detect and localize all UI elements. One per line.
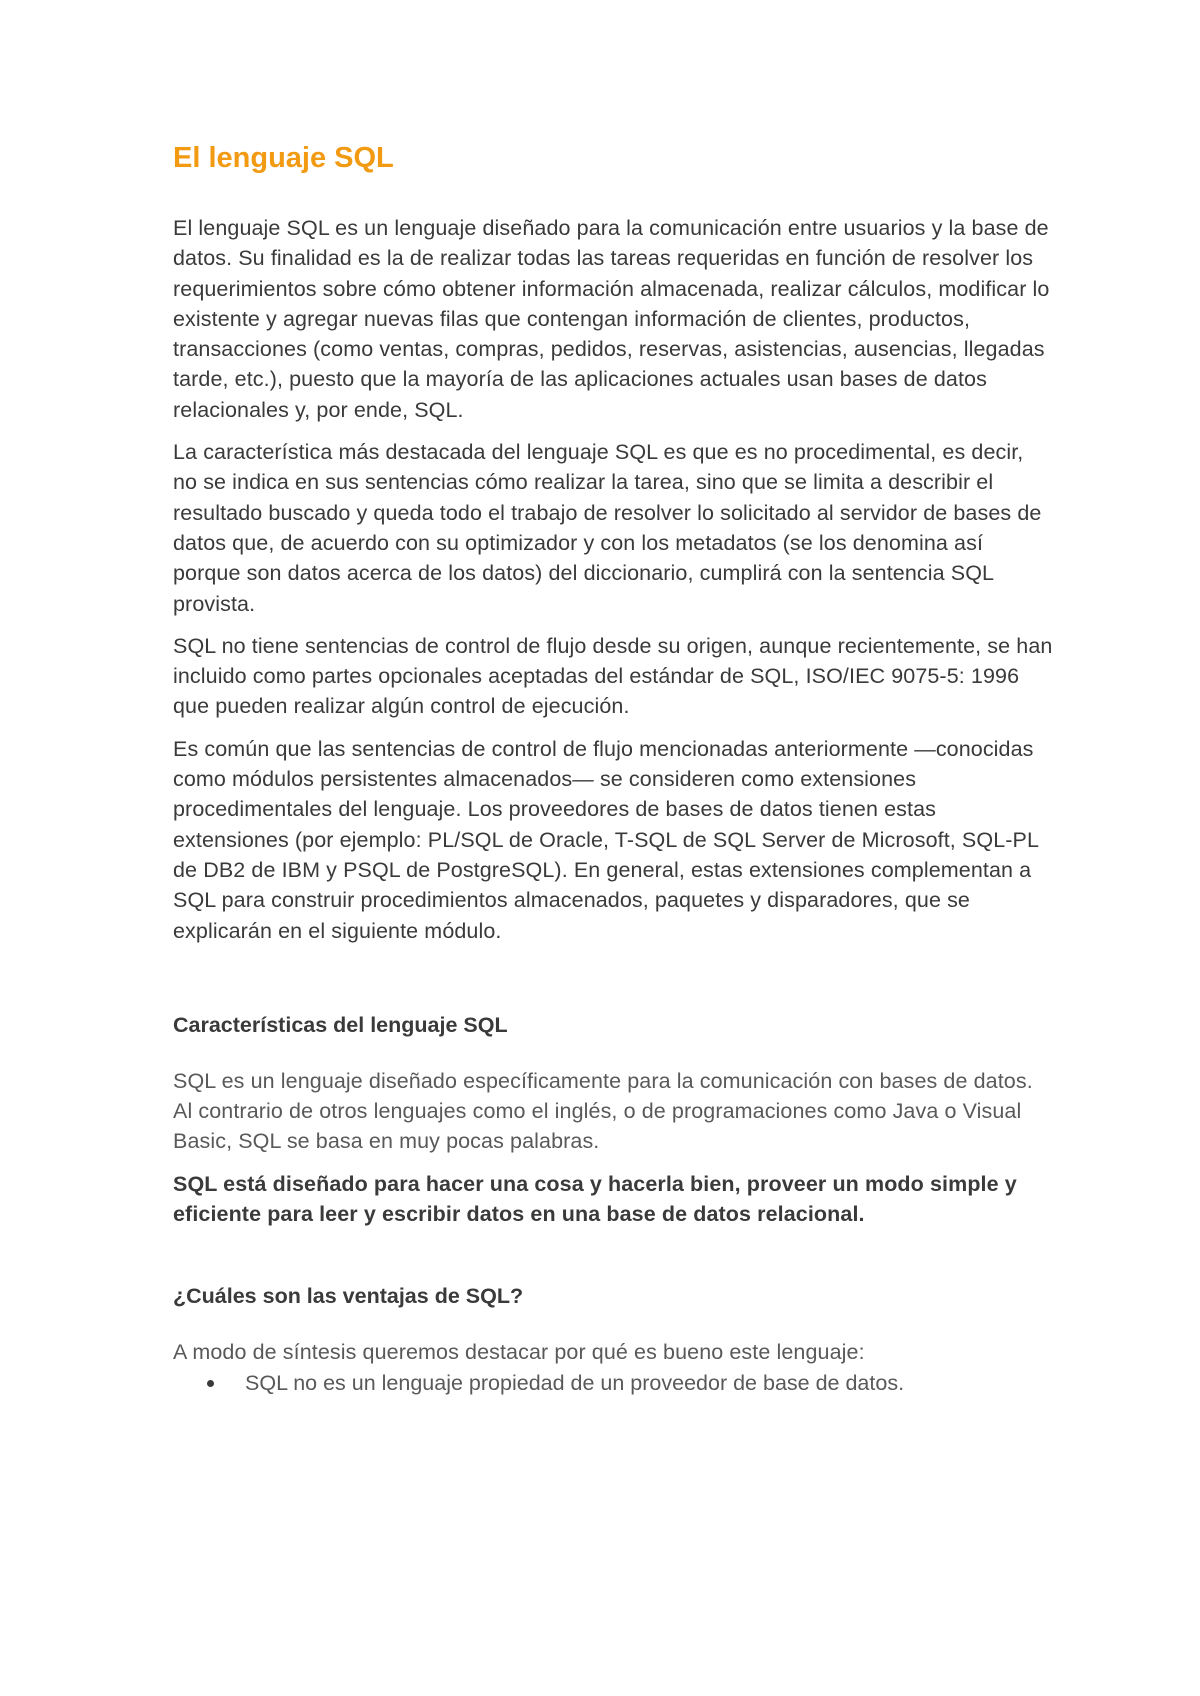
section-spacer xyxy=(173,958,1053,1010)
characteristics-paragraph: SQL es un lenguaje diseñado específicamente para la comunicación con bases de datos. Al contrario de otros lenguajes como el inglés, o de programaciones como Java o Visual Basic, SQL se basa en muy pocas palabras. xyxy=(173,1068,1033,1154)
characteristics-bold-paragraph: SQL está diseñado para hacer una cosa y hacerla bien, proveer un modo simple y eficiente para leer y escribir datos en una base de datos relacional. xyxy=(173,1171,1017,1227)
section-heading-advantages: ¿Cuáles son las ventajas de SQL? xyxy=(173,1284,524,1309)
list-item xyxy=(173,1368,1053,1398)
document-page xyxy=(173,140,1053,1398)
advantages-intro: A modo de síntesis queremos destacar por qué es bueno este lenguaje: xyxy=(173,1340,865,1365)
section-heading-characteristics: Características del lenguaje SQL xyxy=(173,1012,508,1037)
advantages-list xyxy=(173,1368,1053,1398)
section-spacer xyxy=(173,1241,1053,1281)
list-item-text: SQL no es un lenguaje propiedad de un proveedor de base de datos. xyxy=(245,1370,905,1395)
intro-paragraph-1: El lenguaje SQL es un lenguaje diseñado para la comunicación entre usuarios y la base de datos. Su finalidad es la de realizar todas las tareas requeridas en función de resolver los requerimientos sobre cómo obtener información almacenada, realizar cálculos, modificar lo existente y agregar nuevas filas que contengan información de clientes, productos, transacciones (como ventas, compras, pedidos, reservas, asistencias, ausencias, llegadas tarde, etc.), puesto que la mayoría de las aplicaciones actuales usan bases de datos relacionales y, por ende, SQL. xyxy=(173,216,1050,422)
bullet-icon xyxy=(207,1380,214,1387)
intro-paragraph-2: La característica más destacada del lenguaje SQL es que es no procedimental, es decir, no se indica en sus sentencias cómo realizar la tarea, sino que se limita a describir el resultado buscado y queda todo el trabajo de resolver lo solicitado al servidor de bases de datos que, de acuerdo con su optimizador y con los metadatos (se los denomina así porque son datos acerca de los datos) del diccionario, cumplirá con la sentencia SQL provista. xyxy=(173,440,1042,616)
document-title: El lenguaje SQL xyxy=(173,142,394,174)
intro-paragraph-3: SQL no tiene sentencias de control de flujo desde su origen, aunque recientemente, se han incluido como partes opcionales aceptadas del estándar de SQL, ISO/IEC 9075-5: 1996 que pueden realizar algún control de ejecución. xyxy=(173,633,1053,719)
intro-paragraph-4: Es común que las sentencias de control de flujo mencionadas anteriormente —conocidas como módulos persistentes almacenados— se consideren como extensiones procedimentales del lenguaje. Los proveedores de bases de datos tienen estas extensiones (por ejemplo: PL/SQL de Oracle, T-SQL de SQL Server de Microsoft, SQL-PL de DB2 de IBM y PSQL de PostgreSQL). En general, estas extensiones complementan a SQL para construir procedimientos almacenados, paquetes y disparadores, que se explicarán en el siguiente módulo. xyxy=(173,736,1039,943)
